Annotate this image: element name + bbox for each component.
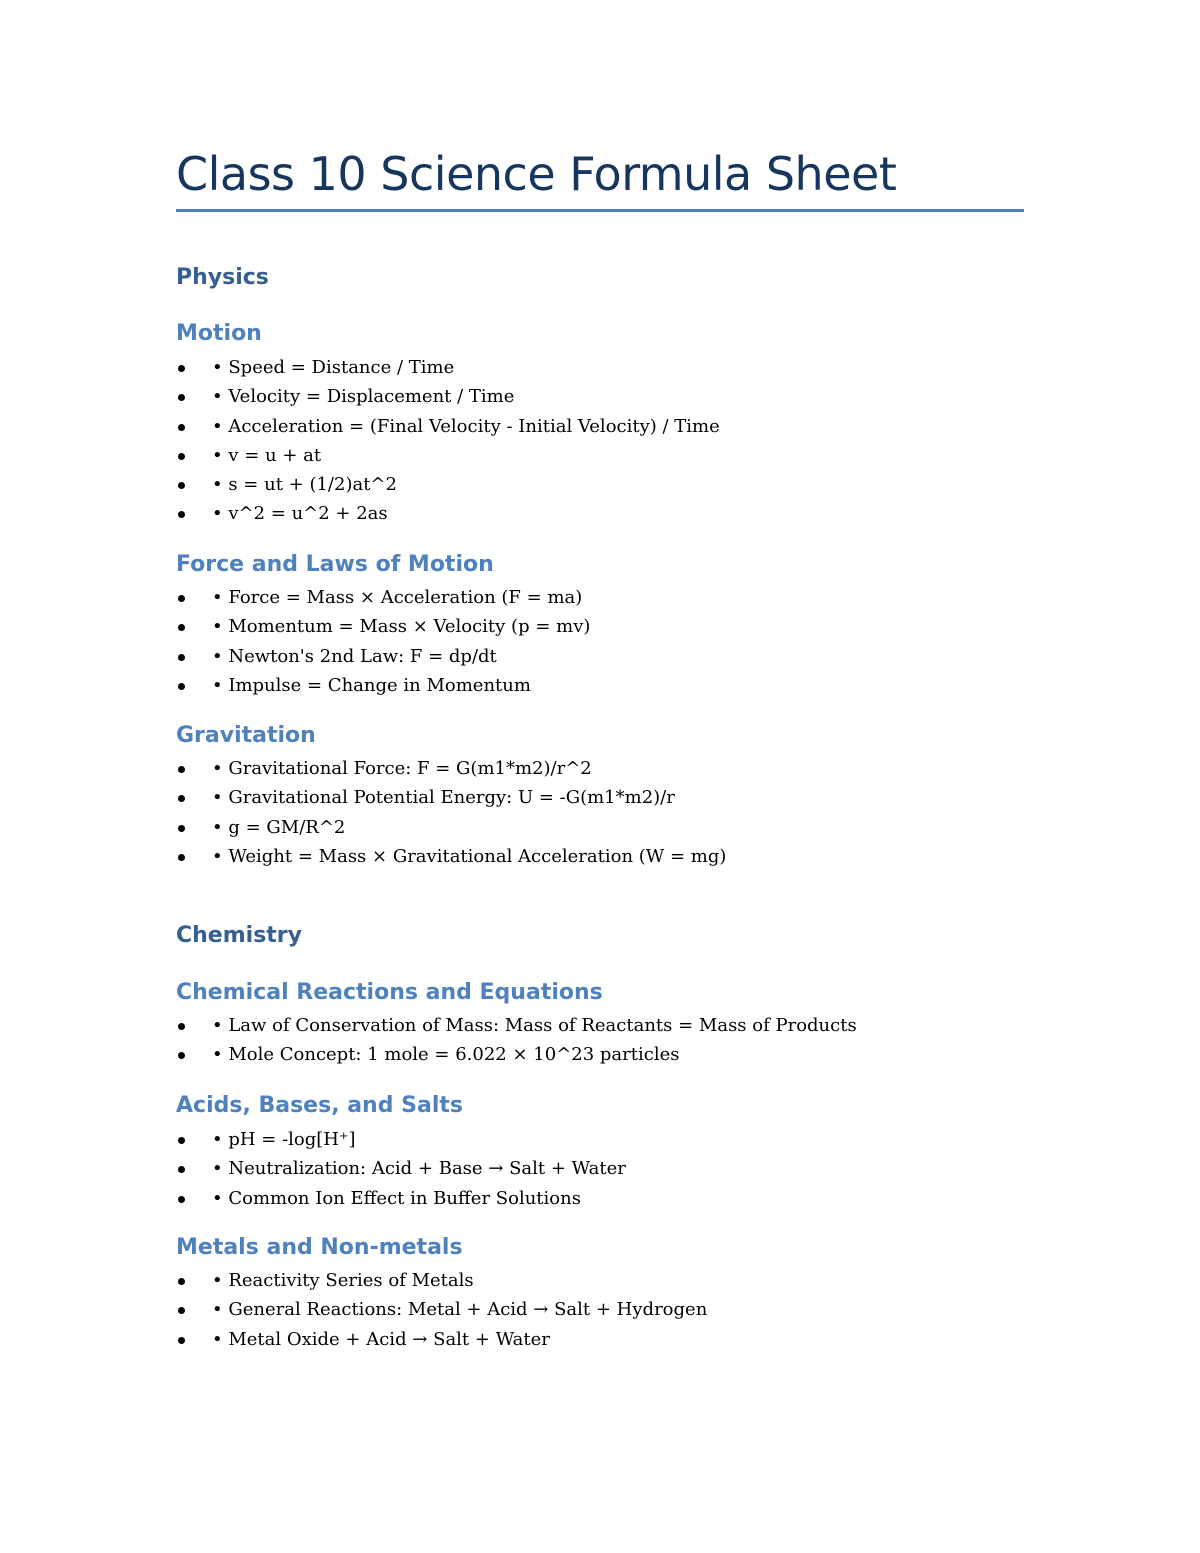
bullet-icon	[178, 365, 185, 372]
list-item	[176, 412, 720, 441]
list-item	[176, 499, 720, 528]
list-item-text: • g = GM/R^2	[212, 816, 346, 838]
subheading-acids-bases-salts: Acids, Bases, and Salts	[176, 1093, 463, 1118]
section-heading-chemistry: Chemistry	[176, 923, 302, 948]
list-item	[176, 583, 590, 612]
list-item-text: • Newton's 2nd Law: F = dp/dt	[212, 645, 497, 667]
list-item-text: • Mole Concept: 1 mole = 6.022 × 10^23 particles	[212, 1044, 680, 1066]
list-item-text: • pH = -log[H⁺]	[212, 1129, 356, 1150]
list-item	[176, 783, 726, 812]
list-item	[176, 813, 726, 842]
list-item-text: • v^2 = u^2 + 2as	[212, 503, 388, 525]
list-item	[176, 382, 720, 411]
force-list	[176, 583, 590, 700]
bullet-icon	[178, 595, 185, 602]
bullet-icon	[178, 1307, 185, 1314]
list-item-text: • Impulse = Change in Momentum	[212, 674, 531, 696]
list-item-text: • s = ut + (1/2)at^2	[212, 474, 397, 496]
bullet-icon	[178, 1196, 185, 1203]
list-item-text: • Metal Oxide + Acid → Salt + Water	[212, 1328, 550, 1350]
list-item-text: • Speed = Distance / Time	[212, 357, 455, 378]
subheading-metals-non-metals: Metals and Non-metals	[176, 1235, 463, 1260]
bullet-icon	[178, 394, 185, 401]
bullet-icon	[178, 825, 185, 832]
list-item	[176, 1125, 626, 1154]
list-item-text: • Velocity = Displacement / Time	[212, 386, 515, 408]
list-item-text: • Force = Mass × Acceleration (F = ma)	[212, 587, 583, 608]
bullet-icon	[178, 654, 185, 661]
list-item	[176, 1295, 707, 1324]
acids-list	[176, 1125, 626, 1213]
list-item	[176, 1266, 707, 1295]
bullet-icon	[178, 854, 185, 861]
bullet-icon	[178, 624, 185, 631]
list-item	[176, 1184, 626, 1213]
motion-list	[176, 353, 720, 529]
subheading-motion: Motion	[176, 321, 262, 346]
list-item	[176, 642, 590, 671]
list-item	[176, 353, 720, 382]
reactions-list	[176, 1011, 857, 1070]
list-item-text: • Neutralization: Acid + Base → Salt + Water	[212, 1158, 626, 1180]
list-item	[176, 1040, 857, 1069]
gravitation-list	[176, 754, 726, 871]
bullet-icon	[178, 424, 185, 431]
bullet-icon	[178, 1137, 185, 1144]
bullet-icon	[178, 1052, 185, 1059]
section-heading-physics: Physics	[176, 265, 269, 290]
bullet-icon	[178, 766, 185, 773]
bullet-icon	[178, 1278, 185, 1285]
metals-list	[176, 1266, 707, 1354]
list-item-text: • Momentum = Mass × Velocity (p = mv)	[212, 616, 591, 638]
list-item	[176, 671, 590, 700]
list-item-text: • Common Ion Effect in Buffer Solutions	[212, 1187, 581, 1209]
bullet-icon	[178, 511, 185, 518]
list-item	[176, 754, 726, 783]
list-item	[176, 1154, 626, 1183]
list-item	[176, 441, 720, 470]
bullet-icon	[178, 1337, 185, 1344]
list-item-text: • Acceleration = (Final Velocity - Initial Velocity) / Time	[212, 415, 720, 437]
list-item-text: • Weight = Mass × Gravitational Acceleration (W = mg)	[212, 845, 727, 867]
bullet-icon	[178, 1023, 185, 1030]
list-item-text: • Gravitational Potential Energy: U = -G(m1*m2)/r	[212, 787, 675, 809]
subheading-chemical-reactions: Chemical Reactions and Equations	[176, 980, 603, 1005]
bullet-icon	[178, 453, 185, 460]
list-item-text: • Law of Conservation of Mass: Mass of Reactants = Mass of Products	[212, 1015, 857, 1036]
subheading-gravitation: Gravitation	[176, 723, 316, 748]
list-item	[176, 470, 720, 499]
list-item	[176, 612, 590, 641]
list-item-text: • Reactivity Series of Metals	[212, 1270, 474, 1291]
list-item	[176, 842, 726, 871]
list-item	[176, 1011, 857, 1040]
bullet-icon	[178, 683, 185, 690]
list-item-text: • v = u + at	[212, 444, 322, 466]
bullet-icon	[178, 795, 185, 802]
bullet-icon	[178, 1166, 185, 1173]
list-item	[176, 1325, 707, 1354]
title-underline	[176, 209, 1024, 212]
list-item-text: • Gravitational Force: F = G(m1*m2)/r^2	[212, 758, 592, 779]
list-item-text: • General Reactions: Metal + Acid → Salt + Hydrogen	[212, 1299, 708, 1321]
subheading-force-and-laws-of-motion: Force and Laws of Motion	[176, 552, 494, 577]
bullet-icon	[178, 482, 185, 489]
page-title: Class 10 Science Formula Sheet	[176, 147, 897, 201]
